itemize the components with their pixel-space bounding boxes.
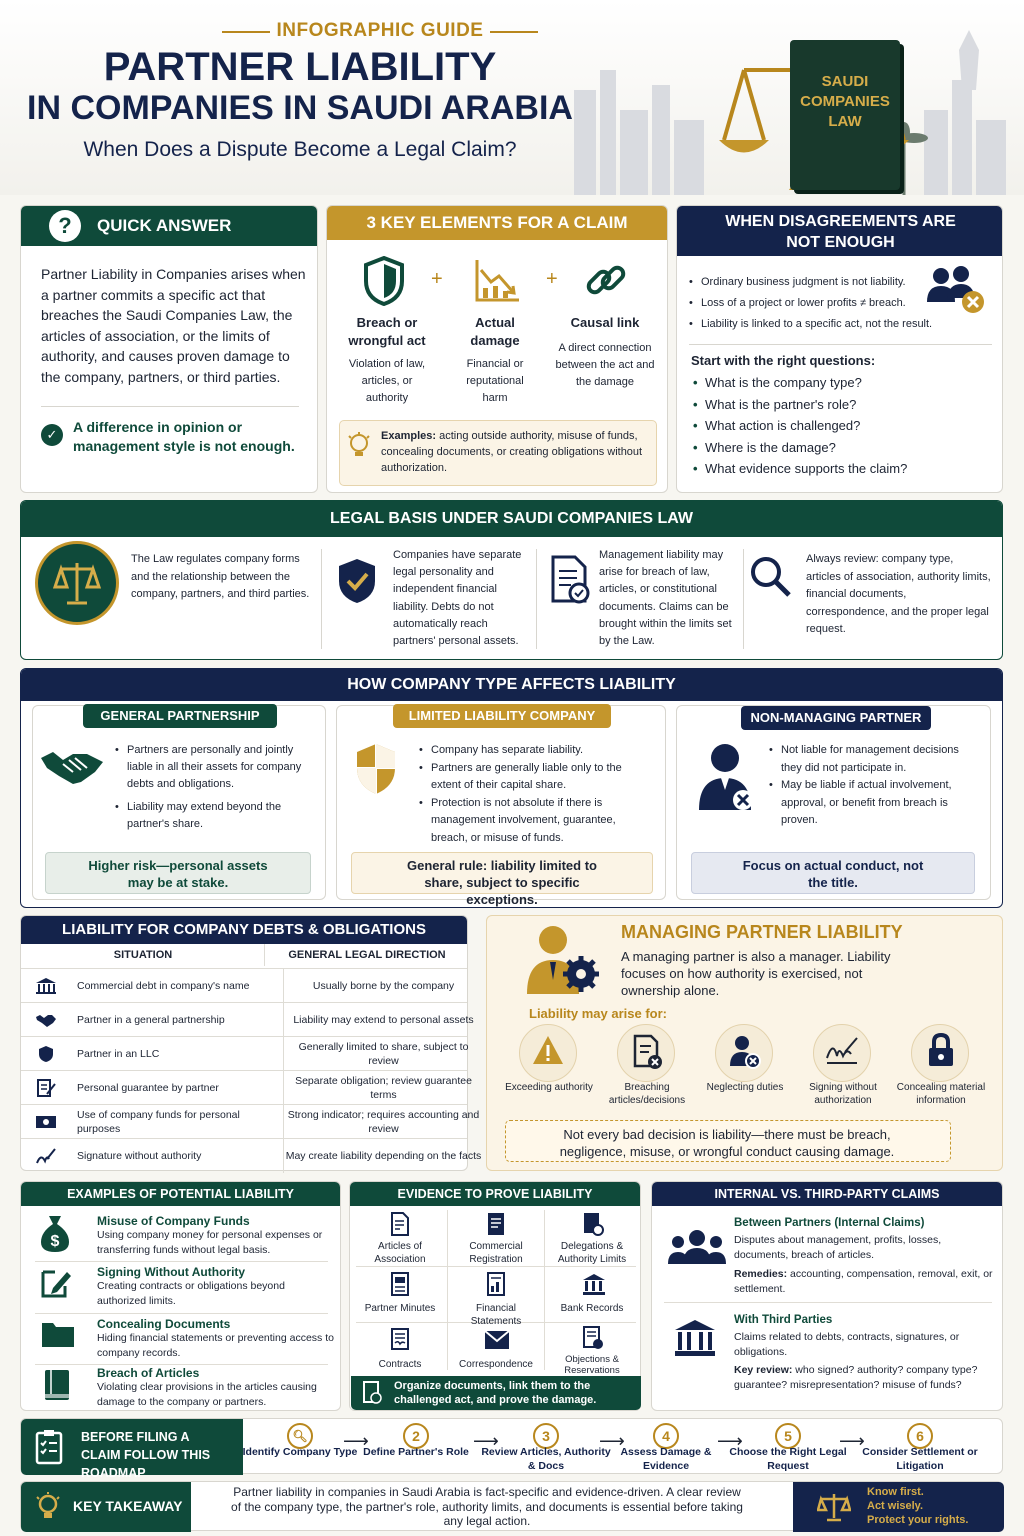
- examples-card: [20, 1181, 341, 1411]
- nm-item: • Not liable for management decisions they did not participate in.: [767, 742, 979, 777]
- gp-item: • Partners are personally and jointly liable in all their assets for company debts and obligations.: [113, 742, 317, 793]
- examples-label: Examples:: [381, 430, 437, 442]
- divider: [41, 406, 299, 407]
- pen-icon: [39, 1266, 73, 1300]
- direction-cell: Separate obligation; review guarantee terms: [283, 1071, 483, 1105]
- contracts-icon: [390, 1328, 410, 1350]
- delegation-icon: [582, 1212, 604, 1236]
- person-x-icon: [729, 1034, 761, 1070]
- slogan-line3: Protect your rights.: [867, 1514, 969, 1526]
- plus-sign: +: [431, 268, 443, 290]
- evidence-label: Financial Statements: [470, 1303, 522, 1327]
- book-label: SAUDI COMPANIES LAW: [800, 73, 890, 130]
- financial-statements-icon: [486, 1272, 508, 1296]
- person-x-icon: [697, 742, 757, 814]
- disagreements-list: [687, 272, 947, 335]
- handshake-icon: [39, 742, 105, 790]
- page-title-line1: PARTNER LIABILITY: [103, 45, 497, 89]
- divider: [264, 944, 265, 966]
- key-elements-header: 3 KEY ELEMENTS FOR A CLAIM: [327, 206, 667, 240]
- table-row: [21, 1070, 472, 1104]
- document-check-icon: [362, 1381, 382, 1405]
- question-item: • What action is challenged?: [691, 415, 991, 437]
- check-icon: ✓: [41, 424, 63, 446]
- magnifier-icon: [749, 555, 793, 599]
- shield-icon: [353, 742, 399, 796]
- plus-sign: +: [546, 268, 558, 290]
- managing-partner-card: [486, 915, 1003, 1171]
- llc-item: • Partners are generally liable only to the extent of their capital share.: [417, 760, 653, 795]
- divider: [689, 344, 992, 345]
- arrow-icon: ⟶: [343, 1431, 369, 1451]
- direction-cell: Usually borne by the company: [283, 969, 483, 1003]
- pen-icon: [35, 1147, 57, 1165]
- arrow-icon: ⟶: [473, 1431, 499, 1451]
- checklist-icon: [35, 1429, 65, 1465]
- table-row: [21, 1104, 480, 1138]
- takeaway-card: [20, 1481, 1003, 1531]
- slogan-line2: Act wisely.: [867, 1500, 924, 1512]
- signature-doc-icon: [35, 1079, 57, 1097]
- claims-header: INTERNAL VS. THIRD-PARTY CLAIMS: [652, 1182, 1002, 1206]
- general-partnership-list: [113, 742, 317, 833]
- roadmap-card: [20, 1418, 1003, 1480]
- general-partnership-footer: Higher risk—personal assets may be at stake.: [45, 852, 311, 894]
- evidence-label: Partner Minutes: [364, 1303, 436, 1314]
- search-step-icon: 🔍︎: [287, 1423, 313, 1449]
- legal-basis-card: [20, 500, 1003, 660]
- divider: [664, 1302, 992, 1303]
- document-icon: [390, 1212, 410, 1236]
- shield-icon: [35, 1045, 57, 1063]
- key-review-label: Key review:: [734, 1364, 793, 1376]
- divider: [321, 549, 322, 649]
- table-row: [21, 1036, 467, 1070]
- situation-cell: Commercial debt in company's name: [77, 980, 250, 992]
- evidence-label: Bank Records: [560, 1303, 624, 1314]
- book-icon: [43, 1368, 71, 1402]
- folder-icon: [41, 1320, 75, 1348]
- example-desc: Violating clear provisions in the articles causing damage to the company or partners.: [97, 1381, 317, 1408]
- money-bag-icon: [39, 1214, 71, 1254]
- non-managing-card: [676, 705, 991, 900]
- step-number: 6: [907, 1423, 933, 1449]
- example-desc: Using company money for personal expenses or transferring funds without legal basis.: [97, 1229, 323, 1256]
- header: [0, 0, 1024, 195]
- example-desc: Hiding financial statements or preventing access to company records.: [97, 1332, 334, 1359]
- step-number: 5: [775, 1423, 801, 1449]
- internal-claims-desc: Disputes about management, profits, losses, documents, breach of articles.: [734, 1234, 942, 1261]
- divider: [35, 1313, 328, 1314]
- bank-icon: [582, 1272, 606, 1296]
- disagreement-item: • Liability is linked to a specific act, not the result.: [687, 314, 947, 335]
- chart-down-icon: [473, 258, 521, 304]
- element-title-1: Breach or wrongful act: [348, 315, 426, 348]
- step-number: 2: [403, 1423, 429, 1449]
- handshake-icon: [35, 1011, 57, 1029]
- llc-footer: General rule: liability limited to share, subject to specific exceptions.: [351, 852, 653, 894]
- slogan-line1: Know first.: [867, 1486, 924, 1498]
- link-icon: [583, 258, 629, 304]
- risk-label: Exceeding authority: [505, 1082, 593, 1093]
- quick-answer-note: A difference in opinion or management style is not enough.: [73, 419, 295, 454]
- page-subtitle: When Does a Dispute Become a Legal Claim?: [83, 138, 517, 161]
- shield-icon: [362, 256, 406, 306]
- table-row: [21, 968, 467, 1002]
- roadmap-heading: BEFORE FILING A CLAIM FOLLOW THIS ROADMAP: [81, 1430, 211, 1480]
- gp-item: • Liability may extend beyond the partner's share.: [113, 799, 317, 833]
- legal-basis-text-3: Management liability may arise for breach of law, articles, or constitutional documents. Claims can be brought within the limits set by the Law.: [599, 549, 732, 648]
- quick-answer-body: Partner Liability in Companies arises when a partner commits a specific act that breaches the Saudi Companies Law, the articles of association, or the limits of authority, and causes proven damage to the company, partners, or third parties.: [41, 266, 306, 385]
- roadmap-step: Identify Company Type: [242, 1446, 358, 1458]
- direction-cell: Strong indicator; requires accounting and review: [283, 1105, 483, 1139]
- element-title-2: Actual damage: [470, 315, 520, 348]
- claims-card: [651, 1181, 1003, 1411]
- divider: [536, 549, 537, 649]
- key-review-text: who signed? authority? company type? guarantee? misrepresentation? misuse of funds?: [734, 1364, 978, 1391]
- risk-label: Signing without authorization: [809, 1082, 877, 1106]
- eyebrow-label: INFOGRAPHIC GUIDE: [230, 20, 530, 42]
- step-number: 3: [533, 1423, 559, 1449]
- svg-text:$: $: [50, 1233, 60, 1250]
- scales-icon: [817, 1492, 851, 1522]
- table-row: [21, 1002, 474, 1036]
- remedies-text: accounting, compensation, removal, exit, or settlement.: [734, 1268, 993, 1295]
- third-party-desc: Claims related to debts, contracts, signatures, or obligations.: [734, 1331, 960, 1358]
- examples-body: acting outside authority, misuse of funds, concealing documents, or creating obligations without authorization.: [381, 430, 643, 474]
- third-party-title: With Third Parties: [734, 1314, 833, 1326]
- managing-partner-footer-text: Not every bad decision is liability—there must be breach, negligence, misuse, or wrongful conduct causing damage.: [559, 1127, 895, 1159]
- element-desc-2: Financial or reputational harm: [466, 358, 524, 404]
- divider: [447, 1210, 448, 1370]
- divider: [544, 1210, 545, 1370]
- people-x-icon: [923, 262, 989, 314]
- minutes-icon: [390, 1272, 410, 1296]
- element-desc-1: Violation of law, articles, or authority: [348, 358, 426, 404]
- shield-check-icon: [335, 557, 379, 605]
- evidence-label: Contracts: [378, 1359, 422, 1370]
- question-item: • What is the company type?: [691, 372, 991, 394]
- envelope-icon: [484, 1330, 510, 1350]
- nm-item: • May be liable if actual involvement, approval, or benefit from breach is proven.: [767, 777, 979, 830]
- direction-cell: May create liability depending on the facts: [283, 1139, 483, 1173]
- lock-icon: [927, 1032, 955, 1068]
- col-situation: SITUATION: [113, 949, 173, 961]
- examples-text: [381, 428, 651, 476]
- situation-cell: Partner in a general partnership: [77, 1014, 225, 1026]
- evidence-card: [349, 1181, 641, 1411]
- lightbulb-icon: [35, 1492, 61, 1522]
- debts-table-header: LIABILITY FOR COMPANY DEBTS & OBLIGATIONS: [21, 916, 467, 944]
- question-item: • Where is the damage?: [691, 437, 991, 459]
- question-item: • What is the partner's role?: [691, 394, 991, 416]
- evidence-label: Objections & Reservations: [564, 1354, 620, 1376]
- llc-label: LIMITED LIABILITY COMPANY (LLC): [393, 704, 611, 728]
- lightbulb-icon: [347, 432, 371, 460]
- internal-claims-title: Between Partners (Internal Claims): [734, 1217, 925, 1229]
- element-title-3: Causal link: [570, 315, 640, 330]
- arise-label: Liability may arise for:: [529, 1006, 667, 1021]
- quick-answer-heading: QUICK ANSWER: [97, 216, 232, 235]
- question-icon: ?: [49, 210, 81, 242]
- roadmap-step: Assess Damage & Evidence: [620, 1446, 712, 1472]
- courthouse-icon: [674, 1318, 716, 1358]
- roadmap-step: Define Partner's Role: [363, 1446, 469, 1458]
- example-title: Signing Without Authority: [97, 1265, 246, 1279]
- questions-heading: Start with the right questions:: [691, 353, 876, 368]
- situation-cell: Use of company funds for personal purposes: [77, 1109, 240, 1135]
- arrow-icon: ⟶: [717, 1431, 743, 1451]
- non-managing-label: NON-MANAGING PARTNER: [741, 706, 931, 730]
- remedies-label: Remedies:: [734, 1268, 788, 1280]
- legal-basis-header: LEGAL BASIS UNDER SAUDI COMPANIES LAW: [21, 501, 1002, 537]
- llc-item: • Company has separate liability.: [417, 742, 653, 760]
- evidence-label: Delegations & Authority Limits: [557, 1241, 627, 1265]
- managing-partner-intro: A managing partner is also a manager. Liability focuses on how authority is exercised, not ownership alone.: [621, 949, 891, 998]
- situation-cell: Signature without authority: [77, 1150, 202, 1162]
- example-title: Breach of Articles: [97, 1366, 200, 1380]
- legal-basis-text-2: Companies have separate legal personality and independent financial liability. Debts do not automatically reach partners' personal assets.: [393, 549, 522, 648]
- disagreement-item: • Loss of a project or lower profits ≠ breach.: [687, 293, 947, 314]
- internal-remedies: [734, 1267, 996, 1297]
- quick-answer-card: [20, 205, 318, 493]
- general-partnership-label: GENERAL PARTNERSHIP: [83, 704, 277, 728]
- objection-icon: [582, 1326, 604, 1350]
- example-title: Concealing Documents: [97, 1317, 231, 1331]
- arrow-icon: ⟶: [599, 1431, 625, 1451]
- takeaway-text: Partner liability in companies in Saudi Arabia is fact-specific and evidence-driven. A clear review of the company type, the partner's role, authority limits, and documents is essential before taking any legal action.: [231, 1485, 743, 1528]
- non-managing-footer: Focus on actual conduct, not the title.: [691, 852, 975, 894]
- scales-icon: [53, 559, 101, 607]
- table-row: [21, 1138, 482, 1172]
- divider: [35, 1261, 328, 1262]
- situation-cell: Personal guarantee by partner: [77, 1082, 219, 1094]
- situation-cell: Partner in an LLC: [77, 1048, 160, 1060]
- arrow-icon: ⟶: [839, 1431, 865, 1451]
- key-elements-card: [326, 205, 668, 493]
- roadmap-step: Consider Settlement or Litigation: [862, 1446, 978, 1472]
- examples-header: EXAMPLES OF POTENTIAL LIABILITY: [21, 1182, 340, 1206]
- llc-list: [417, 742, 653, 847]
- element-desc-3: A direct connection between the act and the damage: [555, 342, 655, 388]
- example-desc: Creating contracts or obligations beyond authorized limits.: [97, 1280, 285, 1307]
- risk-label: Concealing material information: [896, 1082, 986, 1106]
- third-party-key: [734, 1363, 996, 1393]
- direction-cell: Liability may extend to personal assets: [283, 1003, 483, 1037]
- page-title-line2: IN COMPANIES IN SAUDI ARABIA: [27, 89, 573, 127]
- signature-icon: [825, 1036, 859, 1066]
- non-managing-list: [767, 742, 979, 830]
- roadmap-step: Choose the Right Legal Request: [729, 1446, 847, 1472]
- example-title: Misuse of Company Funds: [97, 1214, 250, 1228]
- general-partnership-card: [32, 705, 326, 900]
- divider: [356, 1266, 636, 1267]
- evidence-label: Commercial Registration: [469, 1241, 523, 1265]
- llc-item: • Protection is not absolute if there is management involvement, guarantee, breach, or misuse of funds.: [417, 795, 653, 848]
- questions-list: [691, 372, 991, 480]
- evidence-label: Correspondence: [459, 1359, 533, 1370]
- manager-gear-icon: [523, 924, 603, 998]
- legal-basis-text-1: The Law regulates company forms and the relationship between the company, partners, and third parties.: [131, 553, 310, 600]
- disagreements-card: [676, 205, 1003, 493]
- risk-label: Neglecting duties: [706, 1082, 784, 1093]
- evidence-header: EVIDENCE TO PROVE LIABILITY: [350, 1182, 640, 1206]
- step-number: 4: [653, 1423, 679, 1449]
- evidence-label: Articles of Association: [374, 1241, 426, 1265]
- people-group-icon: [666, 1228, 728, 1268]
- col-direction: GENERAL LEGAL DIRECTION: [288, 949, 446, 961]
- takeaway-heading: KEY TAKEAWAY: [73, 1498, 183, 1514]
- debts-table-card: [20, 915, 482, 1171]
- warning-icon: [531, 1034, 565, 1066]
- legal-basis-text-4: Always review: company type, articles of association, authority limits, financial documents, correspondence, and the proper legal request.: [806, 553, 991, 635]
- evidence-footer-text: Organize documents, link them to the challenged act, and prove the damage.: [394, 1380, 597, 1406]
- disagreement-item: • Ordinary business judgment is not liability.: [687, 272, 947, 293]
- company-type-header: HOW COMPANY TYPE AFFECTS LIABILITY: [21, 669, 1002, 701]
- cash-icon: [35, 1113, 57, 1131]
- roadmap-step: Review Articles, Authority & Docs: [481, 1446, 611, 1472]
- managing-partner-heading: MANAGING PARTNER LIABILITY: [621, 922, 903, 942]
- llc-card: [336, 705, 666, 907]
- divider: [743, 549, 744, 649]
- document-check-icon: [549, 555, 591, 605]
- question-item: • What evidence supports the claim?: [691, 458, 991, 480]
- bank-icon: [35, 977, 57, 995]
- document-x-icon: [633, 1034, 663, 1070]
- direction-cell: Generally limited to share, subject to review: [283, 1037, 483, 1071]
- risk-label: Breaching articles/decisions: [608, 1082, 686, 1106]
- registration-icon: [486, 1212, 506, 1236]
- disagreements-heading: WHEN DISAGREEMENTS ARE NOT ENOUGH: [725, 213, 956, 251]
